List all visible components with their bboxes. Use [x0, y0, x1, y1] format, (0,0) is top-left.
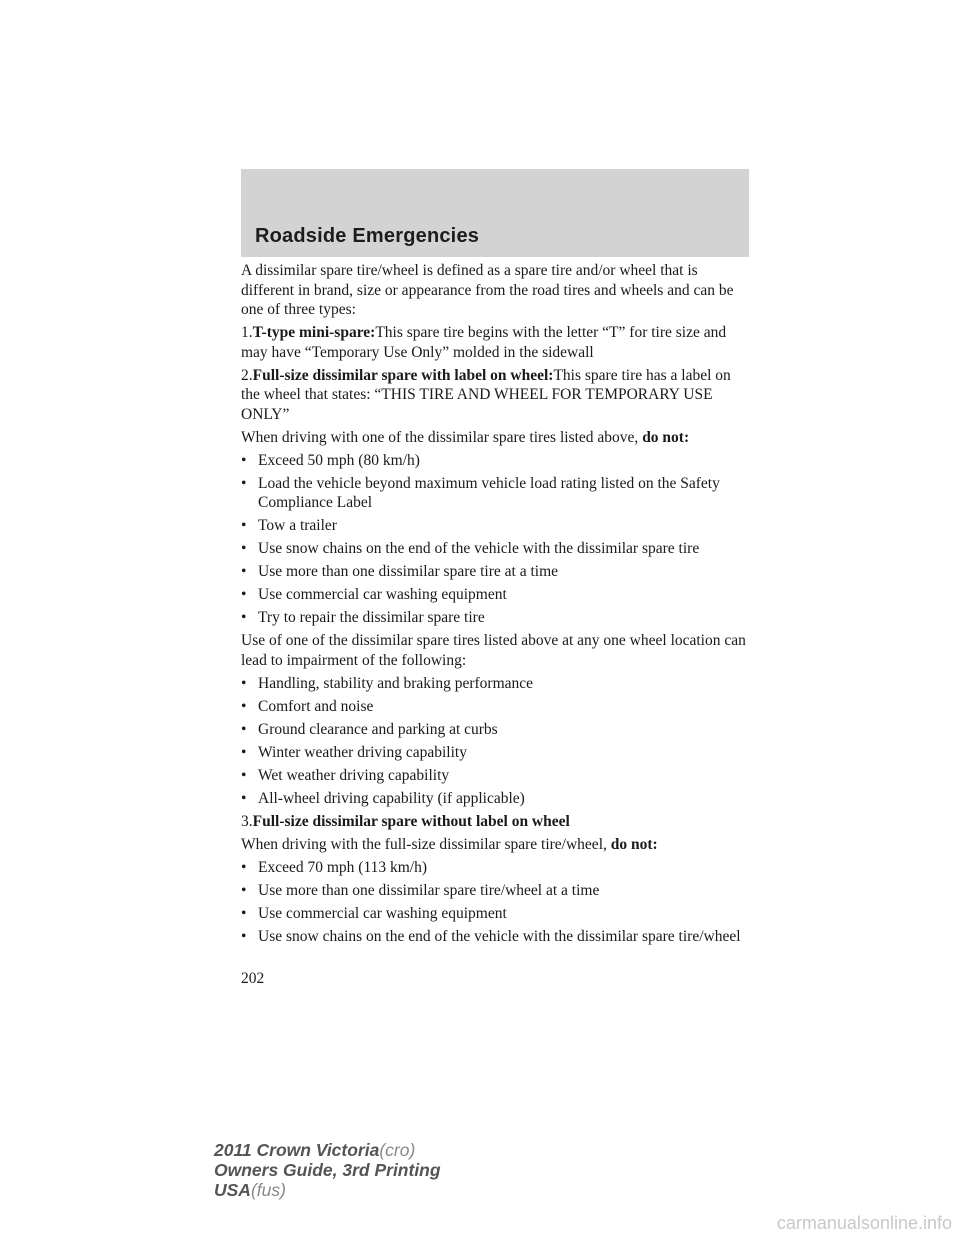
- list-item-text: Load the vehicle beyond maximum vehicle load rating listed on the Safety Compliance Label: [258, 474, 720, 511]
- footer-line-3: [214, 1180, 441, 1200]
- warning-2-text: When driving with the full-size dissimilar spare tire/wheel,: [241, 835, 607, 853]
- list-item: [241, 562, 751, 582]
- list-item-text: Use commercial car washing equipment: [258, 586, 507, 603]
- list-item-text: Comfort and noise: [258, 697, 374, 715]
- list-item-text: Use more than one dissimilar spare tire at a time: [258, 563, 559, 580]
- bullet-icon: •: [241, 789, 247, 807]
- warning-2-emphasis: do not:: [610, 835, 658, 853]
- bullet-icon: •: [241, 720, 247, 738]
- bullet-icon: •: [241, 540, 247, 557]
- list-item-text: Winter weather driving capability: [258, 743, 467, 761]
- bullet-icon: •: [241, 927, 247, 945]
- list-item-text: Exceed 70 mph (113 km/h): [258, 858, 428, 876]
- warning-1-emphasis: do not:: [642, 428, 690, 446]
- bullet-icon: •: [241, 904, 247, 922]
- list-item-text: Tow a trailer: [258, 517, 337, 534]
- list-item-text: Use more than one dissimilar spare tire/wheel at a time: [258, 881, 600, 899]
- section-header-band: [241, 169, 749, 257]
- footer-line-1: [214, 1140, 441, 1160]
- bullet-icon: •: [241, 697, 247, 715]
- donts-list-1: [241, 451, 751, 628]
- list-item-text: All-wheel driving capability (if applicable): [258, 789, 525, 807]
- footer-market: USA: [214, 1180, 251, 1200]
- list-item: [241, 474, 751, 513]
- spare-type-2-number: 2.: [241, 366, 253, 384]
- list-item: [241, 904, 751, 924]
- list-item: [241, 766, 751, 786]
- list-item: [241, 697, 751, 717]
- list-item-text: Try to repair the dissimilar spare tire: [258, 609, 485, 626]
- footer-model-code: (cro): [379, 1140, 416, 1160]
- bullet-icon: •: [241, 451, 247, 469]
- list-item: [241, 881, 751, 901]
- document-footer: [214, 1140, 441, 1200]
- list-item-text: Use snow chains on the end of the vehicle with the dissimilar spare tire: [258, 540, 700, 557]
- donts-list-2: [241, 858, 751, 947]
- warning-1-text: When driving with one of the dissimilar spare tires listed above,: [241, 428, 639, 446]
- list-item: [241, 451, 751, 471]
- list-item-text: Use snow chains on the end of the vehicle with the dissimilar spare tire/wheel: [258, 927, 741, 945]
- list-item-text: Use commercial car washing equipment: [258, 904, 507, 922]
- bullet-icon: •: [241, 766, 247, 784]
- bullet-icon: •: [241, 609, 247, 626]
- spare-type-3-number: 3.: [241, 812, 253, 830]
- bullet-icon: •: [241, 586, 247, 603]
- page-number: 202: [241, 970, 265, 987]
- section-title: Roadside Emergencies: [255, 225, 480, 247]
- spare-type-1-text: This spare tire begins with the letter “T” for tire size and may have “Temporary Use Only” molded in the sidewall: [241, 324, 727, 361]
- list-item: [241, 720, 751, 740]
- bullet-icon: •: [241, 743, 247, 761]
- list-item: [241, 743, 751, 763]
- intro-paragraph: A dissimilar spare tire/wheel is defined as a spare tire and/or wheel that is different in brand, size or appearance from the road tires and wheels and can be one of three types:: [241, 262, 734, 318]
- spare-type-2-text: This spare tire has a label on the wheel that states: “THIS TIRE AND WHEEL FOR TEMPORARY USE ONLY”: [241, 366, 731, 423]
- spare-type-2: [241, 366, 751, 425]
- list-item: [241, 516, 751, 536]
- spare-type-1-label: T-type mini-spare:: [252, 324, 376, 341]
- spare-type-1: [241, 323, 751, 362]
- spare-type-3: [241, 812, 751, 832]
- list-item-text: Ground clearance and parking at curbs: [258, 720, 498, 738]
- list-item: [241, 927, 751, 947]
- bullet-icon: •: [241, 674, 247, 692]
- spare-type-3-label: Full-size dissimilar spare without label on wheel: [252, 812, 570, 830]
- bullet-icon: •: [241, 881, 247, 899]
- list-item: [241, 608, 751, 628]
- list-item: [241, 539, 751, 559]
- footer-model: 2011 Crown Victoria: [214, 1140, 380, 1160]
- spare-type-2-label: Full-size dissimilar spare with label on wheel:: [252, 366, 554, 384]
- footer-line-2: Owners Guide, 3rd Printing: [214, 1160, 441, 1180]
- bullet-icon: •: [241, 563, 247, 580]
- spare-type-1-number: 1.: [241, 324, 253, 341]
- bullet-icon: •: [241, 474, 247, 492]
- impairment-intro: Use of one of the dissimilar spare tires listed above at any one wheel location can lead to impairment of the following:: [241, 632, 746, 669]
- footer-market-code: (fus): [250, 1180, 286, 1200]
- list-item-text: Wet weather driving capability: [258, 766, 450, 784]
- list-item: [241, 789, 751, 809]
- list-item: [241, 858, 751, 878]
- list-item-text: Handling, stability and braking performance: [258, 674, 534, 692]
- watermark: carmanualsonline.info: [776, 1213, 952, 1233]
- page-body: [241, 261, 751, 950]
- warning-paragraph-2: [241, 835, 751, 855]
- bullet-icon: •: [241, 858, 247, 876]
- list-item: [241, 674, 751, 694]
- list-item: [241, 585, 751, 605]
- list-item-text: Exceed 50 mph (80 km/h): [258, 451, 420, 469]
- bullet-icon: •: [241, 517, 247, 534]
- impairments-list: [241, 674, 751, 809]
- warning-paragraph-1: [241, 428, 751, 448]
